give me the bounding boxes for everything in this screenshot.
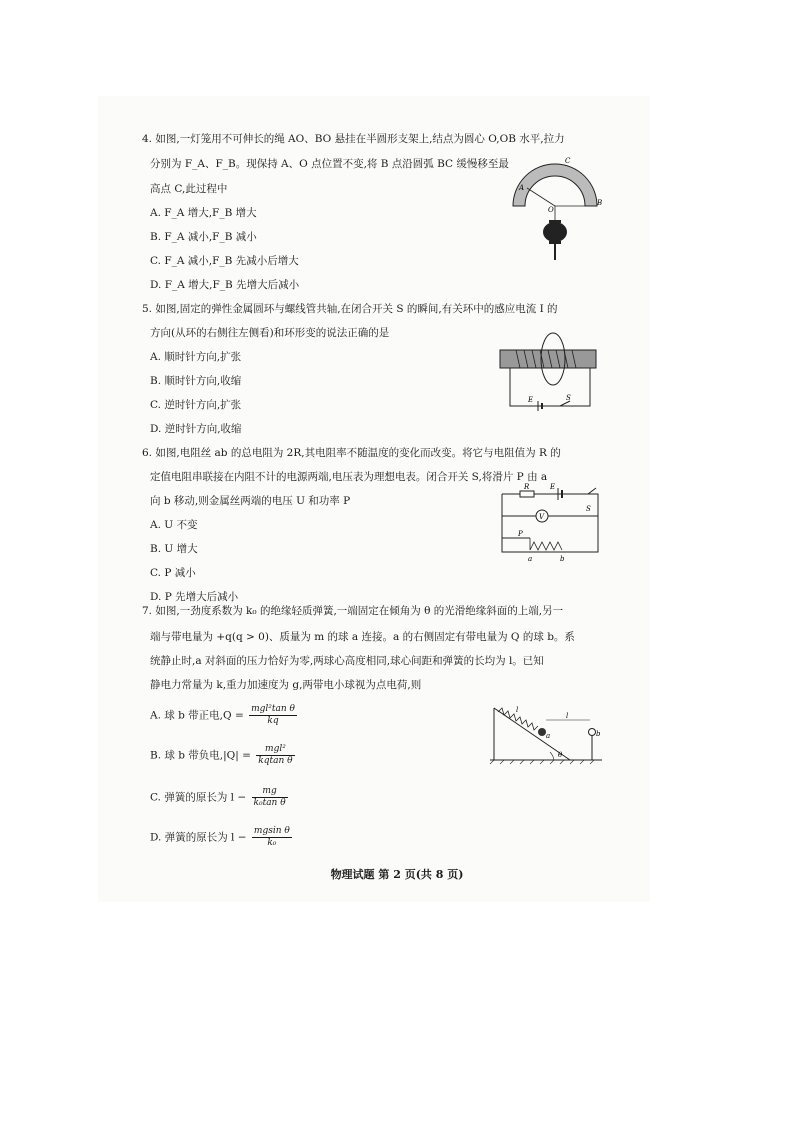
q6-label-p: P bbox=[518, 530, 523, 538]
q7-label-l-spring: l bbox=[516, 706, 519, 714]
q4-stem-line2: 分别为 F_A、F_B。现保持 A、O 点位置不变,将 B 点沿圆弧 BC 缓慢移至最 bbox=[150, 158, 509, 170]
q5-stem-line1: 5. 如图,固定的弹性金属圆环与螺线管共轴,在闭合开关 S 的瞬间,有关环中的感应电流 I 的 bbox=[142, 303, 558, 315]
q7-option-c: C. 弹簧的原长为 l − $\frac{mg}{\text{k₀tan θ}}$ bbox=[150, 786, 286, 808]
q4-option-b: B. F_A 减小,F_B 减小 bbox=[150, 231, 257, 243]
q6-option-d: D. P 先增大后减小 bbox=[150, 591, 239, 603]
q7-label-a: a bbox=[546, 732, 551, 740]
q4-option-d: D. F_A 增大,F_B 先增大后减小 bbox=[150, 279, 300, 291]
q5-option-c: C. 逆时针方向,扩张 bbox=[150, 399, 242, 411]
q7-incline-figure bbox=[490, 700, 605, 766]
q6-label-a: a bbox=[528, 555, 533, 563]
q7-label-theta: θ bbox=[558, 751, 563, 759]
q4-label-c: C bbox=[565, 157, 571, 165]
q6-stem-line2: 定值电阻串联接在内阻不计的电源两端,电压表为理想电表。闭合开关 S,将滑片 P 由 a bbox=[150, 471, 548, 483]
q7-option-b: B. 球 b 带负电,|Q| = $\frac{\text{mgl²}}{\text{kqtan θ}}$ bbox=[150, 744, 293, 766]
q6-option-b: B. U 增大 bbox=[150, 543, 198, 555]
q4-stem-line1: 4. 如图,一灯笼用不可伸长的绳 AO、BO 悬挂在半圆形支架上,结点为圆心 O,OB 水平,拉力 bbox=[142, 133, 565, 145]
q5-stem-line2: 方向(从环的右侧往左侧看)和环形变的说法正确的是 bbox=[150, 327, 390, 339]
q6-label-s: S bbox=[586, 505, 591, 513]
q6-option-a: A. U 不变 bbox=[150, 519, 198, 531]
q7-stem-line3: 统静止时,a 对斜面的压力恰好为零,两球心高度相同,球心间距和弹簧的长均为 l。已知 bbox=[150, 655, 544, 667]
q4-label-o: O bbox=[548, 206, 554, 214]
q7-label-l-distance: l bbox=[566, 712, 569, 720]
q6-stem-line1: 6. 如图,电阻丝 ab 的总电阻为 2R,其电阻率不随温度的变化而改变。将它与电阻值为 R 的 bbox=[142, 447, 561, 459]
q6-stem-line3: 向 b 移动,则金属丝两端的电压 U 和功率 P bbox=[150, 495, 351, 507]
q7-option-d: D. 弹簧的原长为 l − $\frac{\text{mgsin θ}}{\text{k₀}}$ bbox=[150, 826, 290, 848]
q4-option-a: A. F_A 增大,F_B 增大 bbox=[150, 207, 257, 219]
q7-stem-line2: 端与带电量为 +q(q > 0)、质量为 m 的球 a 连接。a 的右侧固定有带电量为 Q 的球 b。系 bbox=[150, 631, 575, 643]
q6-option-c: C. P 减小 bbox=[150, 567, 196, 579]
q4-lantern-figure bbox=[505, 157, 605, 270]
q7-stem-line4: 静电力常量为 k,重力加速度为 g,两带电小球视为点电荷,则 bbox=[150, 679, 422, 691]
q6-circuit-figure bbox=[500, 484, 600, 564]
page-footer: 物理试题 第 2 页(共 8 页) bbox=[330, 868, 464, 881]
q7-option-a: A. 球 b 带正电,Q = $\frac{\text{mgl²tan θ}}{kq}$ bbox=[150, 704, 295, 726]
q5-label-e: E bbox=[528, 396, 534, 404]
q5-label-s: S bbox=[566, 394, 571, 402]
q4-label-b: B bbox=[597, 199, 603, 207]
q7-label-b: b bbox=[596, 730, 601, 738]
q6-label-r: R bbox=[524, 483, 530, 491]
q5-solenoid-figure bbox=[498, 330, 598, 415]
q6-label-v: V bbox=[539, 513, 545, 521]
q5-option-b: B. 顺时针方向,收缩 bbox=[150, 375, 242, 387]
q4-label-a: A bbox=[519, 184, 525, 192]
q6-label-e: E bbox=[550, 483, 556, 491]
q6-label-b: b bbox=[560, 555, 565, 563]
q7-stem-line1: 7. 如图,一劲度系数为 k₀ 的绝缘轻质弹簧,一端固定在倾角为 θ 的光滑绝缘斜面的上端,另一 bbox=[142, 605, 564, 617]
q4-option-c: C. F_A 减小,F_B 先减小后增大 bbox=[150, 255, 299, 267]
q5-option-d: D. 逆时针方向,收缩 bbox=[150, 423, 242, 435]
q5-option-a: A. 顺时针方向,扩张 bbox=[150, 351, 242, 363]
q4-stem-line3: 高点 C,此过程中 bbox=[150, 183, 228, 195]
